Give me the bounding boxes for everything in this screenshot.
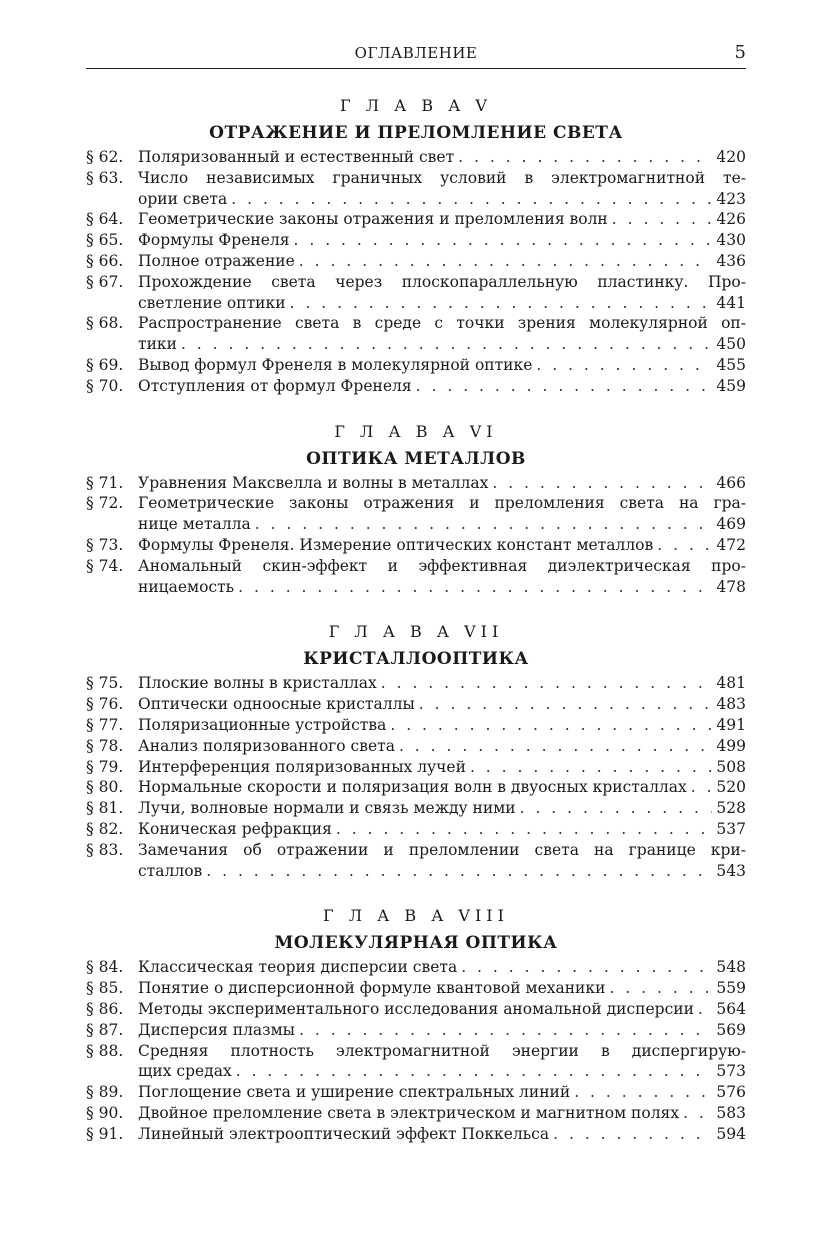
entry-body — [138, 168, 746, 210]
section-number: § 80. — [86, 778, 124, 797]
entry-title-line: Вывод формул Френеля в молекулярной оптике — [138, 355, 533, 374]
entry-title-line: Интерференция поляризованных лучей — [138, 757, 466, 776]
toc-entry — [86, 715, 746, 736]
chapter-label: Г Л А В А VI — [334, 421, 498, 441]
entry-page-number: 569 — [716, 1020, 746, 1039]
section-number: § 79. — [86, 757, 124, 776]
entry-page-number: 459 — [716, 376, 746, 395]
table-of-contents — [86, 95, 746, 1144]
entry-body — [138, 473, 746, 494]
entry-title-line: светление оптики — [138, 293, 286, 312]
section-number: § 85. — [86, 979, 124, 998]
section-number: § 67. — [86, 272, 124, 291]
entry-last-line — [138, 673, 746, 694]
dot-leader — [255, 514, 713, 535]
dot-leader — [492, 473, 712, 494]
entry-page-number: 508 — [716, 757, 746, 776]
entry-body — [138, 272, 746, 314]
entry-last-line — [138, 251, 746, 272]
entry-body — [138, 978, 746, 999]
entry-page-number: 576 — [716, 1083, 746, 1102]
entry-last-line — [138, 1103, 746, 1124]
entry-body — [138, 1041, 746, 1083]
entry-title-line: Замечания об отражении и преломлении света на границе кри- — [138, 840, 746, 859]
section-number: § 62. — [86, 148, 124, 166]
entry-page-number: 537 — [716, 819, 746, 838]
toc-entry — [86, 209, 746, 230]
toc-entry — [86, 819, 746, 840]
entry-title-line: Средняя плотность электромагнитной энергии в диспергирую- — [138, 1041, 746, 1060]
dot-leader — [574, 1082, 712, 1103]
entry-title-line: Формулы Френеля — [138, 231, 290, 250]
entry-title-line: Число независимых граничных условий в электромагнитной те- — [138, 168, 746, 187]
entry-title-line: Нормальные скорости и поляризация волн в двуосных кристаллах — [138, 778, 687, 797]
chapter-section — [86, 621, 746, 881]
entry-title-line: Дисперсия плазмы — [138, 1020, 296, 1039]
toc-entry — [86, 493, 746, 535]
dot-leader — [691, 777, 713, 798]
entry-title-line: Формулы Френеля. Измерение оптических констант металлов — [138, 535, 654, 554]
entry-page-number: 420 — [716, 148, 746, 166]
entry-page-number: 483 — [716, 695, 746, 714]
entry-last-line — [138, 1020, 746, 1041]
toc-entry — [86, 1041, 746, 1083]
entry-title-line: Методы экспериментального исследования аномальной дисперсии — [138, 999, 694, 1018]
chapter-title: ОПТИКА МЕТАЛЛОВ — [306, 448, 526, 469]
section-number: § 75. — [86, 674, 124, 693]
section-number: § 66. — [86, 251, 124, 270]
toc-entry — [86, 1103, 746, 1124]
dot-leader — [419, 694, 713, 715]
dot-leader — [236, 1061, 713, 1082]
dot-leader — [657, 535, 712, 556]
entry-body — [138, 1124, 746, 1145]
entry-page-number: 469 — [716, 515, 746, 534]
entry-body — [138, 313, 746, 355]
entry-body — [138, 819, 746, 840]
toc-entry — [86, 1020, 746, 1041]
entry-page-number: 436 — [716, 251, 746, 270]
entry-last-line — [138, 355, 746, 376]
entry-body — [138, 999, 746, 1020]
entry-page-number: 481 — [716, 674, 746, 693]
toc-entry — [86, 230, 746, 251]
toc-entry — [86, 272, 746, 314]
entry-body — [138, 957, 746, 978]
entry-last-line — [138, 376, 746, 397]
toc-entry — [86, 556, 746, 598]
entry-body — [138, 736, 746, 757]
entry-page-number: 491 — [716, 715, 746, 734]
toc-entry — [86, 840, 746, 882]
entry-title-line: Лучи, волновые нормали и связь между ними — [138, 799, 516, 818]
dot-leader — [299, 251, 713, 272]
dot-leader — [553, 1124, 712, 1145]
entry-page-number: 548 — [716, 958, 746, 977]
entry-page-number: 564 — [716, 999, 746, 1018]
section-number: § 69. — [86, 355, 124, 374]
entry-page-number: 594 — [716, 1124, 746, 1143]
entry-body — [138, 355, 746, 376]
entry-title-line: ницаемость — [138, 577, 235, 596]
entry-page-number: 430 — [716, 231, 746, 250]
entry-page-number: 426 — [716, 210, 746, 229]
dot-leader — [470, 757, 712, 778]
section-number: § 70. — [86, 376, 124, 395]
dot-leader — [290, 293, 713, 314]
section-number: § 84. — [86, 958, 124, 977]
entry-title-line: сталлов — [138, 861, 203, 880]
entry-page-number: 583 — [716, 1103, 746, 1122]
entry-page-number: 441 — [716, 293, 746, 312]
entry-page-number: 478 — [716, 577, 746, 596]
toc-entry — [86, 168, 746, 210]
dot-leader — [181, 334, 712, 355]
entry-title-line: Полное отражение — [138, 251, 295, 270]
entry-title-line: Геометрические законы отражения и преломления волн — [138, 210, 608, 229]
entry-title-line: Поглощение света и уширение спектральных линий — [138, 1083, 571, 1102]
entry-body — [138, 147, 746, 168]
section-number: § 73. — [86, 535, 124, 554]
dot-leader — [399, 736, 712, 757]
entry-body — [138, 251, 746, 272]
entry-last-line — [138, 1124, 746, 1145]
section-number: § 83. — [86, 840, 124, 859]
toc-entry — [86, 376, 746, 397]
section-number: § 90. — [86, 1103, 124, 1122]
entry-last-line — [138, 293, 746, 314]
entry-page-number: 543 — [716, 861, 746, 880]
toc-entry — [86, 1124, 746, 1145]
dot-leader — [458, 147, 712, 168]
entry-body — [138, 556, 746, 598]
entry-title-line: тики — [138, 335, 177, 354]
dot-leader — [336, 819, 713, 840]
dot-leader — [683, 1103, 712, 1124]
chapter-section — [86, 905, 746, 1144]
entry-title-line: Классическая теория дисперсии света — [138, 958, 458, 977]
section-number: § 63. — [86, 168, 124, 187]
entry-body — [138, 1082, 746, 1103]
entry-title-line: Понятие о дисперсионной формуле квантовой механики — [138, 979, 606, 998]
entry-body — [138, 798, 746, 819]
entry-last-line — [138, 209, 746, 230]
entry-title-line: Поляризованный и естественный свет — [138, 148, 455, 166]
toc-entry — [86, 957, 746, 978]
dot-leader — [294, 230, 713, 251]
entry-title-line: Отступления от формул Френеля — [138, 376, 412, 395]
toc-page — [86, 40, 746, 1144]
toc-entry — [86, 355, 746, 376]
entry-last-line — [138, 334, 746, 355]
dot-leader — [698, 999, 712, 1020]
entry-title-line: Двойное преломление света в электрическом и магнитном полях — [138, 1103, 680, 1122]
entry-title-line: щих средах — [138, 1062, 232, 1081]
entry-page-number: 423 — [716, 189, 746, 208]
entry-title-line: Распространение света в среде с точки зрения молекулярной оп- — [138, 314, 746, 333]
chapter-section — [86, 421, 746, 598]
entry-page-number: 466 — [716, 473, 746, 492]
entry-title-line: нице металла — [138, 515, 251, 534]
entry-last-line — [138, 189, 746, 210]
entry-last-line — [138, 777, 746, 798]
toc-entry — [86, 694, 746, 715]
entry-title-line: Коническая рефракция — [138, 819, 332, 838]
toc-entry — [86, 313, 746, 355]
entry-body — [138, 1020, 746, 1041]
entry-last-line — [138, 798, 746, 819]
toc-entry — [86, 798, 746, 819]
entry-title-line: Оптически одноосные кристаллы — [138, 695, 415, 714]
entry-title-line: Поляризационные устройства — [138, 715, 387, 734]
entry-page-number: 455 — [716, 355, 746, 374]
dot-leader — [520, 798, 713, 819]
section-number: § 71. — [86, 473, 124, 492]
entry-body — [138, 376, 746, 397]
entry-last-line — [138, 757, 746, 778]
dot-leader — [609, 978, 712, 999]
entry-last-line — [138, 535, 746, 556]
dot-leader — [206, 861, 712, 882]
entry-last-line — [138, 957, 746, 978]
dot-leader — [299, 1020, 712, 1041]
section-number: § 89. — [86, 1083, 124, 1102]
running-head — [86, 40, 746, 69]
toc-entry — [86, 535, 746, 556]
toc-entry — [86, 978, 746, 999]
toc-entry — [86, 999, 746, 1020]
entry-last-line — [138, 1082, 746, 1103]
entry-page-number: 520 — [716, 778, 746, 797]
entry-last-line — [138, 514, 746, 535]
section-number: § 82. — [86, 819, 124, 838]
dot-leader — [612, 209, 713, 230]
dot-leader — [416, 376, 713, 397]
entry-page-number: 573 — [716, 1062, 746, 1081]
entry-body — [138, 757, 746, 778]
entry-last-line — [138, 736, 746, 757]
section-number: § 91. — [86, 1124, 124, 1143]
entry-title-line: Уравнения Максвелла и волны в металлах — [138, 473, 489, 492]
entry-body — [138, 715, 746, 736]
section-number: § 87. — [86, 1020, 124, 1039]
entry-title-line: Линейный электрооптический эффект Поккельса — [138, 1124, 550, 1143]
section-number: § 78. — [86, 736, 124, 755]
entry-body — [138, 777, 746, 798]
entry-title-line: Прохождение света через плоскопараллельную пластинку. Про- — [138, 272, 746, 291]
dot-leader — [381, 673, 713, 694]
toc-entry — [86, 757, 746, 778]
entry-body — [138, 230, 746, 251]
toc-entry — [86, 251, 746, 272]
entry-last-line — [138, 577, 746, 598]
toc-entry — [86, 1082, 746, 1103]
entry-last-line — [138, 819, 746, 840]
entry-last-line — [138, 473, 746, 494]
section-number: § 81. — [86, 799, 124, 818]
page-number: 5 — [734, 42, 746, 63]
dot-leader — [536, 355, 712, 376]
chapter-label: Г Л А В А VII — [328, 622, 504, 642]
toc-entry — [86, 147, 746, 168]
section-number: § 77. — [86, 715, 124, 734]
entry-last-line — [138, 1061, 746, 1082]
entry-body — [138, 209, 746, 230]
entry-page-number: 450 — [716, 335, 746, 354]
entry-last-line — [138, 999, 746, 1020]
chapter-title: КРИСТАЛЛООПТИКА — [303, 649, 529, 670]
entry-body — [138, 493, 746, 535]
toc-entry — [86, 473, 746, 494]
entry-title-line: Плоские волны в кристаллах — [138, 674, 377, 693]
running-title: ОГЛАВЛЕНИЕ — [354, 44, 478, 62]
entry-title-line: ории света — [138, 189, 228, 208]
entry-title-line: Аномальный скин-эффект и эффективная диэлектрическая про- — [138, 556, 746, 575]
dot-leader — [390, 715, 712, 736]
entry-page-number: 528 — [716, 799, 746, 818]
toc-entry — [86, 673, 746, 694]
section-number: § 64. — [86, 210, 124, 229]
entry-last-line — [138, 978, 746, 999]
chapter-label: Г Л А В А V — [340, 96, 492, 115]
section-number: § 68. — [86, 314, 124, 333]
section-number: § 88. — [86, 1041, 124, 1060]
chapter-title: ОТРАЖЕНИЕ И ПРЕЛОМЛЕНИЕ СВЕТА — [209, 123, 623, 143]
entry-body — [138, 694, 746, 715]
entry-last-line — [138, 715, 746, 736]
entry-page-number: 559 — [716, 979, 746, 998]
chapter-section — [86, 95, 746, 397]
entry-last-line — [138, 694, 746, 715]
dot-leader — [461, 957, 712, 978]
chapter-label: Г Л А В А VIII — [323, 906, 509, 926]
entry-page-number: 472 — [716, 535, 746, 554]
entry-title-line: Анализ поляризованного света — [138, 736, 395, 755]
entry-body — [138, 673, 746, 694]
section-number: § 74. — [86, 556, 124, 575]
entry-last-line — [138, 230, 746, 251]
entry-last-line — [138, 147, 746, 168]
section-number: § 86. — [86, 999, 124, 1018]
entry-body — [138, 535, 746, 556]
entry-body — [138, 840, 746, 882]
section-number: § 76. — [86, 695, 124, 714]
toc-entry — [86, 777, 746, 798]
toc-entry — [86, 736, 746, 757]
entry-body — [138, 1103, 746, 1124]
entry-page-number: 499 — [716, 736, 746, 755]
section-number: § 72. — [86, 494, 124, 513]
section-number: § 65. — [86, 231, 124, 250]
entry-title-line: Геометрические законы отражения и преломления света на гра- — [138, 494, 746, 513]
dot-leader — [231, 189, 712, 210]
dot-leader — [238, 577, 712, 598]
entry-last-line — [138, 861, 746, 882]
chapter-title: МОЛЕКУЛЯРНАЯ ОПТИКА — [274, 933, 558, 954]
